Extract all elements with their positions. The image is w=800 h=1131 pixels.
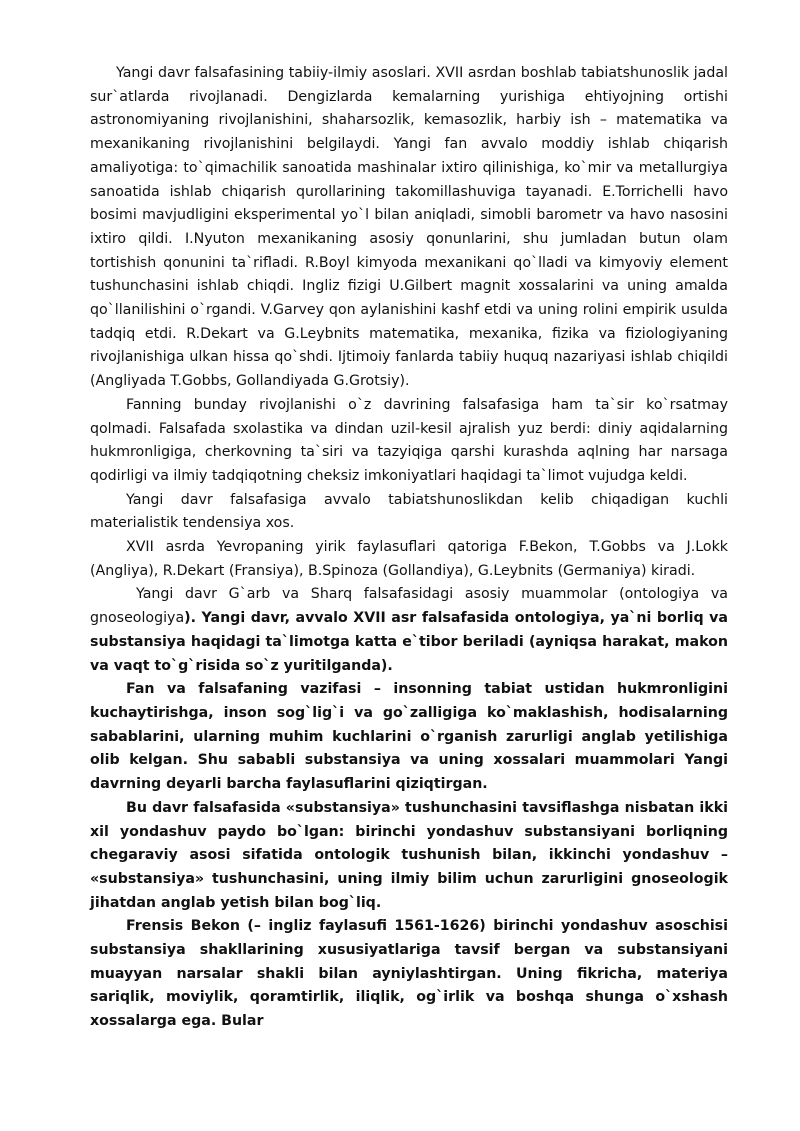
paragraph-philosophers-list: XVII asrda Yevropaning yirik faylasuflari qatoriga F.Bekon, T.Gobbs va J.Lokk (Angliya), R.Dekart (Fransiya), B.Spinoza (Gollandiya), G.Leybnits (Germaniya) kiradi. [90,539,728,579]
paragraph-science-influence: Fanning bunday rivojlanishi o`z davrining falsafasiga ham ta`sir ko`rsatmay qolmadi. Falsafada sxolastika va dindan uzil-kesil ajralish yuz berdi: diniy aqidalarning hukmronligiga, cherkovning ta`siri va tazyiqiga qarshi kurashda aqlning har narsaga qodirligi va ilmiy tadqiqotning cheksiz imkoniyatlari haqidagi ta`limot vujudga keldi. [90,396,728,484]
document-page [90,62,728,1034]
paragraph-main-problems [90,583,728,678]
paragraph-francis-bacon: Frensis Bekon (– ingliz faylasufi 1561-1626) birinchi yondashuv asoschisi substansiya shakllarining xususiyatlariga tavsif bergan va substansiyani muayyan narsalar shakli bilan ayniylashtirgan. Uning fikricha, materiya sariqlik, moviylik, qoramtirlik, iliqlik, og`irlik va boshqa shunga o`xshash xossalarga ega. Bular [90,918,728,1030]
main-problems-normal-text: Yangi davr G`arb va Sharq falsafasidagi asosiy muammolar (ontologiya va gnoseologiya [90,586,728,627]
main-problems-bold-text: ). Yangi davr, avvalo XVII asr falsafasida ontologiya, ya`ni borliq va substansiya haqidagi ta`limotga katta e`tibor beriladi (ayniqsa harakat, makon va vaqt to`g`risida so`z yuritilganda). [90,610,728,674]
paragraph-substance-approaches: Bu davr falsafasida «substansiya» tushunchasini tavsiflashga nisbatan ikki xil yondashuv paydo bo`lgan: birinchi yondashuv substansiyani borliqning chegaraviy asosi sifatida ontologik tushunish bilan, ikkinchi yondashuv – «substansiya» tushunchasini, uning ilmiy bilim uchun zarurligini gnoseologik jihatdan anglab yetish bilan bog`liq. [90,799,728,911]
paragraph-materialist-tendency: Yangi davr falsafasiga avvalo tabiatshunoslikdan kelib chiqadigan kuchli materialistik tendensiya xos. [90,491,728,532]
paragraph-task-of-science: Fan va falsafaning vazifasi – insonning tabiat ustidan hukmronligini kuchaytirishga, inson sog`lig`i va go`zalligiga ko`maklashish, hodisalarning sabablarini, ularning muhim kuchlarini o`rganish zarurligi anglab yetilishiga olib kelgan. Shu sababli substansiya va uning xossalari muammolari Yangi davrning deyarli barcha faylasuflarini qiziqtirgan. [90,681,728,793]
paragraph-natural-science-foundations: Yangi davr falsafasining tabiiy-ilmiy asoslari. XVII asrdan boshlab tabiatshunoslik jadal sur`atlarda rivojlanadi. Dengizlarda kemalarning yurishiga ehtiyojning ortishi astronomiyaning rivojlanishini, shaharsozlik, kemasozlik, harbiy ish – matematika va mexanikaning rivojlanishini belgilaydi. Yangi fan avvalo moddiy ishlab chiqarish amaliyotiga: to`qimachilik sanoatida mashinalar ixtiro qilinishiga, ko`mir va metallurgiya sanoatida ishlab chiqarish qurollarining takomillashuviga tayanadi. E.Torrichelli havo bosimi mavjudligini eksperimental yo`l bilan aniqladi, simobli barometr va havo nasosini ixtiro qildi. I.Nyuton mexanikaning asosiy qonunlarini, shu jumladan butun olam tortishish qonunini ta`rifladi. R.Boyl kimyoda mexanikani qo`lladi va kimyoviy element tushunchasini ishlab chiqdi. Ingliz fizigi U.Gilbert magnit xossalarini va uning amalda qo`llanilishini o`rgandi. V.Garvey qon aylanishini kashf etdi va uning rolini empirik usulda tadqiq etdi. R.Dekart va G.Leybnits matematika, mexanika, fizika va fiziologiyaning rivojlanishiga ulkan hissa qo`shdi. Ijtimoiy fanlarda tabiiy huquq nazariyasi ishlab chiqildi (Angliyada T.Gobbs, Gollandiyada G.Grotsiy). [90,65,728,390]
